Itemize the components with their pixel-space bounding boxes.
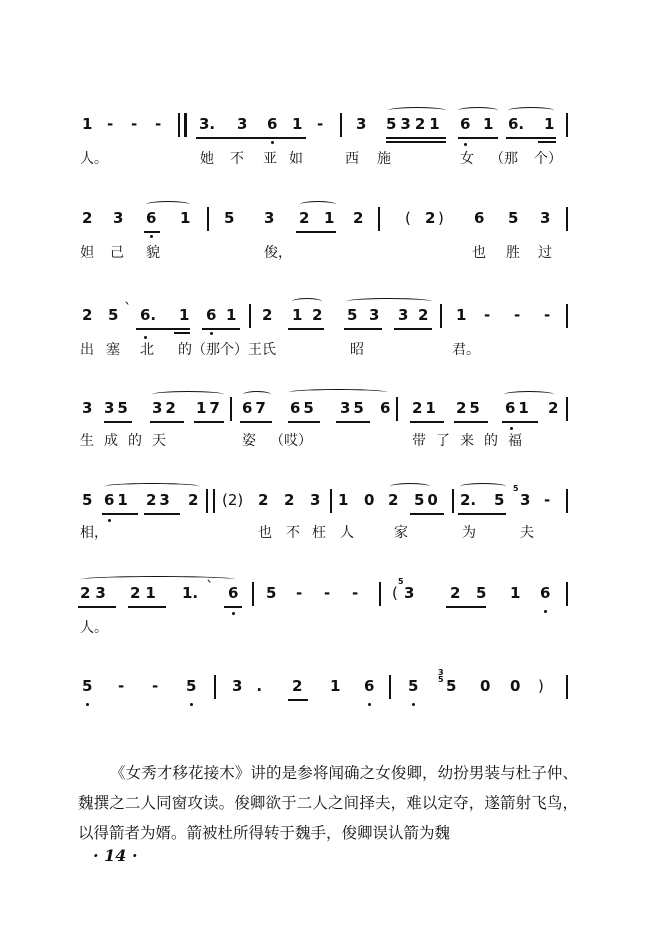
- note: 0: [364, 491, 375, 509]
- lyric: 的: [128, 433, 142, 449]
- note: 61: [104, 491, 131, 509]
- beam: [288, 421, 320, 423]
- note: 0: [510, 677, 521, 695]
- grace-note: 5: [513, 484, 519, 493]
- note: 1: [82, 115, 93, 133]
- note: 2: [292, 677, 303, 695]
- lyric: 俊，: [264, 245, 292, 261]
- notation-row: [0, 300, 655, 326]
- beam: [174, 332, 190, 334]
- note: 6: [228, 584, 239, 602]
- barline: [214, 675, 216, 699]
- note: 6: [540, 584, 551, 602]
- lyric: 家: [394, 525, 408, 541]
- slur: [460, 483, 506, 490]
- note: 1: [456, 306, 467, 324]
- note: 5: [266, 584, 277, 602]
- beam: [386, 137, 446, 139]
- note: 3: [310, 491, 321, 509]
- note: 3.: [232, 677, 277, 695]
- octave-dot: [544, 610, 547, 613]
- lyric: 相，: [80, 525, 108, 541]
- slur: [152, 391, 224, 398]
- score-system-7: [0, 668, 655, 735]
- beam: [288, 328, 324, 330]
- lyric: （哎）: [270, 433, 312, 449]
- beam: [194, 421, 224, 423]
- note: 3: [369, 306, 380, 324]
- lyric: 出: [80, 342, 94, 358]
- note: -: [324, 584, 331, 602]
- barline: [566, 675, 568, 699]
- lyric: 也: [472, 245, 486, 261]
- note: 67: [242, 399, 269, 417]
- barline: [184, 113, 187, 137]
- lyric: 为: [462, 525, 476, 541]
- note: 5: [347, 306, 358, 324]
- barline: [178, 113, 180, 137]
- beam: [344, 328, 382, 330]
- note: 1: [324, 209, 335, 227]
- barline: [207, 207, 209, 231]
- bracket: (: [392, 584, 398, 602]
- note: -: [296, 584, 303, 602]
- slur: [288, 389, 388, 396]
- note: 6.: [140, 306, 157, 324]
- note: 2.: [460, 491, 477, 509]
- note: 1.: [182, 584, 199, 602]
- beam: [458, 137, 498, 139]
- note: (2): [222, 491, 244, 509]
- note: 5321: [386, 115, 444, 133]
- note: 3: [520, 491, 531, 509]
- note: 2: [418, 306, 429, 324]
- octave-dot: [210, 332, 213, 335]
- octave-dot: [464, 143, 467, 146]
- beam: [150, 421, 184, 423]
- note: -: [544, 491, 551, 509]
- grace-note: 5: [398, 577, 404, 586]
- beam: [446, 606, 486, 608]
- lyric: 个）: [534, 151, 562, 167]
- lyric-row: [0, 340, 655, 362]
- slur: [292, 298, 322, 305]
- beam: [410, 513, 444, 515]
- lyric: 夫: [520, 525, 534, 541]
- octave-dot: [86, 703, 89, 706]
- note: 2: [388, 491, 399, 509]
- barline: [566, 304, 568, 328]
- bracket: ): [538, 677, 544, 695]
- note: 1: [544, 115, 555, 133]
- note: 6: [380, 399, 391, 417]
- beam: [458, 513, 506, 515]
- grace-note: 5: [438, 675, 444, 684]
- note: -: [484, 306, 491, 324]
- octave-dot: [271, 141, 274, 144]
- lyric-row: [0, 523, 655, 545]
- beam: [336, 421, 370, 423]
- barline: [379, 582, 381, 606]
- lyric-row: [0, 431, 655, 453]
- beam: [288, 699, 308, 701]
- notation-row: [0, 397, 655, 419]
- note: 6: [460, 115, 471, 133]
- barline: [340, 113, 342, 137]
- beam: [506, 137, 556, 139]
- note: 35: [104, 399, 131, 417]
- note: 17: [196, 399, 223, 417]
- note: 2: [262, 306, 273, 324]
- barline: [440, 304, 442, 328]
- lyric: 福: [508, 433, 522, 449]
- note: 25: [456, 399, 483, 417]
- barline: [566, 113, 568, 137]
- note: 5: [224, 209, 235, 227]
- notation-row: [0, 207, 655, 229]
- note: 1: [226, 306, 237, 324]
- lyric: 带: [412, 433, 426, 449]
- note: 2: [188, 491, 199, 509]
- score-system-6: [0, 577, 655, 642]
- barline: [389, 675, 391, 699]
- barline: [378, 207, 380, 231]
- note: 1: [330, 677, 341, 695]
- octave-dot: [368, 703, 371, 706]
- octave-dot: [510, 427, 513, 430]
- lyric: 枉: [312, 525, 326, 541]
- note: 1: [510, 584, 521, 602]
- note: 1: [179, 306, 190, 324]
- note: 2: [312, 306, 323, 324]
- octave-dot: [150, 235, 153, 238]
- bracket: ): [438, 209, 444, 227]
- beam: [144, 231, 160, 233]
- lyric-row: [0, 243, 655, 265]
- lyric: 北: [140, 342, 154, 358]
- note: 1: [338, 491, 349, 509]
- lyric: 天: [152, 433, 166, 449]
- barline: [396, 397, 398, 421]
- note: 2: [353, 209, 364, 227]
- note: 5: [108, 306, 119, 324]
- lyric: 如: [289, 151, 303, 167]
- barline: [566, 489, 568, 513]
- lyric: 施: [377, 151, 391, 167]
- note: 5: [408, 677, 419, 695]
- note: 3: [264, 209, 275, 227]
- beam: [128, 606, 166, 608]
- note: 5: [186, 677, 197, 695]
- note: 5: [82, 491, 93, 509]
- note: -: [352, 584, 359, 602]
- octave-dot: [108, 519, 111, 522]
- note: 3: [404, 584, 415, 602]
- beam: [104, 421, 132, 423]
- body-paragraph: 《女秀才移花接木》讲的是参将闻确之女俊卿，幼扮男装与杜子仲、魏撰之二人同窗攻读。俊卿欲于二人之间择夫，难以定夺，遂箭射飞鸟，以得箭者为婿。箭被杜所得转于魏手，俊卿误认箭为魏: [78, 764, 578, 842]
- beam: [410, 421, 444, 423]
- barline: [230, 397, 232, 421]
- beam: [502, 421, 538, 423]
- beam: [296, 231, 336, 233]
- note: 21: [412, 399, 439, 417]
- notation-row: [0, 577, 655, 604]
- slur: [388, 107, 446, 114]
- lyric: 不: [230, 151, 244, 167]
- barline: [252, 582, 254, 606]
- beam: [538, 141, 556, 143]
- note: -: [118, 677, 125, 695]
- note: 6: [474, 209, 485, 227]
- slur: [390, 483, 430, 490]
- lyric: 了: [436, 433, 450, 449]
- octave-dot: [232, 612, 235, 615]
- note: -: [317, 115, 324, 133]
- note: 1: [180, 209, 191, 227]
- note: 2: [82, 209, 93, 227]
- lyric: 不: [286, 525, 300, 541]
- lyric: 亚: [263, 151, 277, 167]
- beam: [136, 328, 190, 330]
- lyric: 塞: [106, 342, 120, 358]
- beam: [240, 421, 272, 423]
- beam: [196, 137, 306, 139]
- note: 3: [398, 306, 409, 324]
- lyric: （那: [490, 151, 518, 167]
- lyric: 胜: [506, 245, 520, 261]
- note: 1: [483, 115, 494, 133]
- lyric: 人: [340, 525, 354, 541]
- barline: [213, 489, 215, 513]
- barline: [452, 489, 454, 513]
- breath-mark: `: [206, 578, 214, 596]
- note: 2: [450, 584, 461, 602]
- note: 65: [290, 399, 317, 417]
- breath-mark: `: [124, 300, 132, 318]
- notation-row: [0, 113, 655, 135]
- slur: [458, 107, 498, 114]
- grace-note: 3: [438, 668, 444, 677]
- lyric: 过: [538, 245, 552, 261]
- page-number: · 14 ·: [93, 846, 138, 865]
- barline: [249, 304, 251, 328]
- note: -: [152, 677, 159, 695]
- note: 3: [82, 399, 93, 417]
- notation-row: [0, 484, 655, 511]
- beam: [144, 513, 180, 515]
- note: 2: [82, 306, 93, 324]
- score-system-3: [0, 300, 655, 364]
- lyric: 来: [460, 433, 474, 449]
- note: 1: [292, 115, 303, 133]
- note: 3: [113, 209, 124, 227]
- note: -: [107, 115, 114, 133]
- lyric: 妲: [80, 245, 94, 261]
- slur: [80, 576, 236, 583]
- score-system-1: [0, 113, 655, 173]
- lyric: 西: [345, 151, 359, 167]
- note: 3: [540, 209, 551, 227]
- note: 50: [414, 491, 441, 509]
- barline: [566, 582, 568, 606]
- slur: [346, 298, 432, 305]
- note: 5: [82, 677, 93, 695]
- note: 21: [130, 584, 161, 602]
- beam: [202, 328, 240, 330]
- slur: [300, 201, 336, 208]
- notation-row: [0, 668, 655, 697]
- beam: [386, 141, 446, 143]
- note: 5: [508, 209, 519, 227]
- slur: [504, 391, 554, 398]
- note: 6: [267, 115, 278, 133]
- lyric: 人。: [80, 151, 108, 167]
- lyric: 人。: [80, 620, 108, 636]
- note: 5: [476, 584, 487, 602]
- bracket: (: [405, 209, 411, 227]
- lyric: 貌: [146, 245, 160, 261]
- beam: [224, 606, 242, 608]
- note: 35: [340, 399, 367, 417]
- barline: [566, 207, 568, 231]
- lyric: 女: [460, 151, 474, 167]
- note: 5: [446, 677, 457, 695]
- note: 2: [425, 209, 436, 227]
- slur: [243, 391, 271, 398]
- note: 6: [364, 677, 375, 695]
- lyric: 的（那个）王氏: [178, 342, 276, 358]
- slur: [146, 201, 190, 208]
- note: 3: [237, 115, 248, 133]
- lyric: 君。: [452, 342, 480, 358]
- lyric: 的: [484, 433, 498, 449]
- note: 6.: [508, 115, 525, 133]
- lyric-row: [0, 618, 655, 640]
- octave-dot: [144, 336, 147, 339]
- lyric: 姿: [242, 433, 256, 449]
- score-system-2: [0, 207, 655, 267]
- note: 2: [284, 491, 295, 509]
- barline: [330, 489, 332, 513]
- note: -: [514, 306, 521, 324]
- slur: [104, 483, 200, 490]
- note: 6: [146, 209, 157, 227]
- note: 3.: [199, 115, 216, 133]
- octave-dot: [190, 703, 193, 706]
- note: 0: [480, 677, 491, 695]
- lyric: 她: [200, 151, 214, 167]
- score-system-4: [0, 397, 655, 457]
- note: 2: [258, 491, 269, 509]
- note: 2: [299, 209, 310, 227]
- score-system-5: [0, 484, 655, 549]
- lyric: 生: [80, 433, 94, 449]
- note: 23: [146, 491, 173, 509]
- lyric-row: [0, 149, 655, 171]
- note: 3: [356, 115, 367, 133]
- note: -: [155, 115, 162, 133]
- lyric: 也: [258, 525, 272, 541]
- note: 6: [206, 306, 217, 324]
- octave-dot: [412, 703, 415, 706]
- note: 61: [505, 399, 532, 417]
- beam: [454, 421, 488, 423]
- note: -: [544, 306, 551, 324]
- barline: [206, 489, 208, 513]
- note: 32: [152, 399, 179, 417]
- beam: [102, 513, 138, 515]
- note: 5: [494, 491, 505, 509]
- note: 23: [80, 584, 111, 602]
- note: 1: [292, 306, 303, 324]
- beam: [78, 606, 116, 608]
- lyric: 成: [104, 433, 118, 449]
- note: 2: [548, 399, 559, 417]
- beam: [394, 328, 432, 330]
- slur: [508, 107, 554, 114]
- lyric: 昭: [350, 342, 364, 358]
- note: -: [131, 115, 138, 133]
- barline: [566, 397, 568, 421]
- lyric: 己: [110, 245, 124, 261]
